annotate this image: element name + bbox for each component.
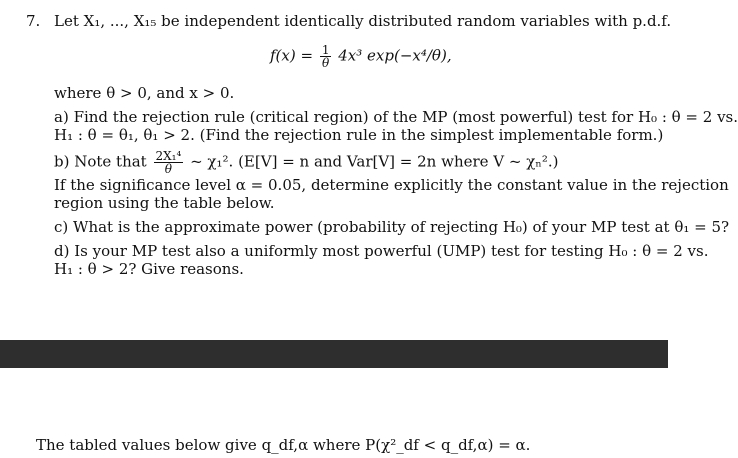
problem-number: 7. xyxy=(26,12,41,30)
part-b-line-2: If the significance level α = 0.05, determine explicitly the constant value in the rejection xyxy=(54,176,729,194)
pdf-fraction-denominator: θ xyxy=(322,56,330,70)
part-b-prefix: b) Note that xyxy=(54,152,147,171)
table-note: The tabled values below give q_df,α where P(χ²_df < q_df,α) = α. xyxy=(36,436,531,454)
pdf-lhs: f(x) = xyxy=(270,46,314,65)
pdf-equation xyxy=(270,44,452,69)
part-b-fraction-denominator: θ xyxy=(164,162,173,176)
pdf-rhs: 4x³ exp(−x⁴/θ), xyxy=(338,46,452,65)
part-a-line-2: H₁ : θ = θ₁, θ₁ > 2. (Find the rejection rule in the simplest implementable form.) xyxy=(54,126,664,144)
part-b-line-1 xyxy=(54,150,558,175)
part-b-line-3: region using the table below. xyxy=(54,194,275,212)
part-d-line-2: H₁ : θ > 2? Give reasons. xyxy=(54,260,244,278)
pdf-fraction xyxy=(320,44,332,69)
pdf-fraction-numerator: 1 xyxy=(321,43,330,57)
part-a-line-1: a) Find the rejection rule (critical region) of the MP (most powerful) test for H₀ : θ = 2 vs. xyxy=(54,108,738,126)
page-separator-band xyxy=(0,340,668,368)
part-d-line-1: d) Is your MP test also a uniformly most powerful (UMP) test for testing H₀ : θ = 2 vs. xyxy=(54,242,709,260)
part-b-fraction xyxy=(154,150,184,175)
conditions-text: where θ > 0, and x > 0. xyxy=(54,84,235,102)
problem-intro: Let X₁, ..., X₁₅ be independent identically distributed random variables with p.d.f. xyxy=(54,12,672,30)
part-b-fraction-numerator: 2X₁⁴ xyxy=(155,149,182,163)
part-c: c) What is the approximate power (probability of rejecting H₀) of your MP test at θ₁ = 5? xyxy=(54,218,730,236)
part-b-suffix: ~ χ₁². (E[V] = n and Var[V] = 2n where V ~ χₙ².) xyxy=(190,152,559,171)
